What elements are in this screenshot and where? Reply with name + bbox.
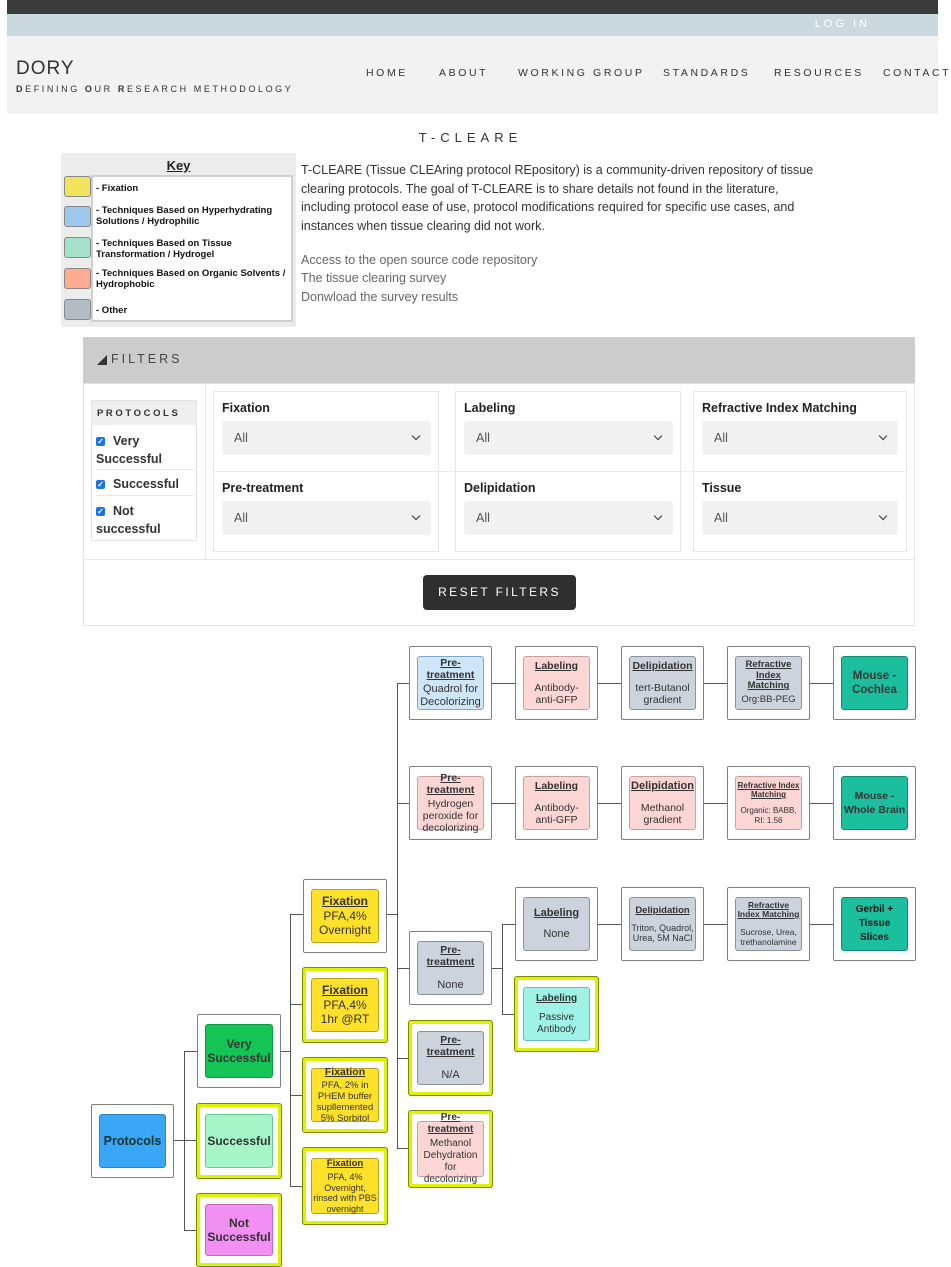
key-swatch-fixation	[64, 176, 91, 197]
rim-filter-label: Refractive Index Matching	[702, 401, 857, 415]
site-header	[7, 36, 951, 114]
labeling-filter-label: Labeling	[464, 401, 516, 415]
tree-node-tissue[interactable]: Mouse - Cochlea	[833, 646, 916, 720]
chevron-down-icon	[879, 512, 887, 520]
triangle-icon	[97, 355, 107, 365]
chevron-down-icon	[412, 432, 420, 440]
tree-node-successful[interactable]: Successful	[197, 1104, 281, 1178]
tree-node-refractive-index[interactable]: Refractive Index Matching Sucrose, Urea, trethanolamine	[727, 887, 810, 961]
divider	[96, 495, 194, 496]
tree-node-tissue[interactable]: Mouse - Whole Brain	[833, 766, 916, 840]
survey-results-link[interactable]: Donwload the survey results	[301, 290, 459, 304]
divider	[205, 384, 206, 559]
nav-contact[interactable]: CONTACT	[883, 67, 951, 79]
key-legend	[91, 175, 293, 322]
repo-link[interactable]: Access to the open source code repository	[301, 253, 538, 267]
checkbox-checked-icon[interactable]: ✓	[97, 480, 104, 489]
nav-home[interactable]: HOME	[366, 67, 408, 79]
key-label: - Techniques Based on Hyperhydrating Solutions / Hydrophilic	[96, 205, 273, 227]
tree-node-pretreatment[interactable]: Pre-treatment None	[409, 931, 492, 1005]
key-swatch-hydrophilic	[64, 206, 91, 227]
tree-node-root[interactable]: Protocols	[91, 1104, 174, 1178]
key-label: - Techniques Based on Tissue Transformation / Hydrogel	[96, 238, 232, 260]
tree-node-pretreatment[interactable]: Pre-treatment Methanol Dehydration for decolorizing	[409, 1111, 492, 1187]
login-bar	[7, 14, 938, 36]
nav-resources[interactable]: RESOURCES	[774, 67, 864, 79]
brand-tagline: DEFINING OUR RESEARCH METHODOLOGY	[16, 84, 294, 94]
tissue-select[interactable]: All	[702, 501, 898, 535]
protocol-option-very-successful[interactable]: ✓ Very Successful	[96, 434, 163, 466]
filters-title: FILTERS	[111, 352, 183, 366]
fixation-filter-label: Fixation	[222, 401, 270, 415]
top-strip	[7, 0, 938, 14]
tree-node-delipidation[interactable]: Delipidation Methanol gradient	[621, 766, 704, 840]
intro-text: T-CLEARE (Tissue CLEAring protocol REpository) is a community-driven repository of tissue clearing protocols. The goal of T-CLEARE is to share details not found in the literature, including protocol ease of use, protocol modifications required for specific use cases, and instances when tissue clearing did not work.	[301, 163, 814, 233]
tree-node-fixation[interactable]: Fixation PFA,4% 1hr @RT	[303, 968, 387, 1042]
tree-node-labeling[interactable]: Labeling Passive Antibody	[515, 977, 598, 1051]
brand-logo[interactable]: DORY	[16, 58, 75, 79]
key-label: - Other	[96, 305, 128, 316]
chevron-down-icon	[654, 432, 662, 440]
tree-node-not-successful[interactable]: Not Successful	[197, 1194, 281, 1266]
tree-node-delipidation[interactable]: Delipidation tert-Butanol gradient	[621, 646, 704, 720]
nav-standards[interactable]: STANDARDS	[663, 67, 751, 79]
tree-node-pretreatment[interactable]: Pre-treatment Quadrol for Decolorizing	[409, 646, 492, 720]
login-link[interactable]: LOG IN	[814, 18, 870, 30]
tree-node-pretreatment[interactable]: Pre-treatment N/A	[409, 1021, 492, 1095]
nav-working-group[interactable]: WORKING GROUP	[518, 67, 645, 79]
protocols-filter	[91, 400, 197, 541]
key-swatch-other	[64, 299, 91, 320]
key-swatch-hydrophobic	[64, 268, 91, 289]
tree-node-labeling[interactable]: Labeling Antibody-anti-GFP	[515, 766, 598, 840]
tree-node-labeling[interactable]: Labeling Antibody-anti-GFP	[515, 646, 598, 720]
fixation-select[interactable]: All	[222, 421, 431, 455]
color-key	[61, 153, 296, 327]
labeling-select[interactable]: All	[464, 421, 673, 455]
page-title: T-CLEARE	[418, 130, 523, 145]
tree-node-fixation[interactable]: Fixation PFA, 2% in PHEM buffer supllemented 5% Sorbitol	[303, 1058, 387, 1132]
rim-select[interactable]: All	[702, 421, 898, 455]
tree-node-labeling[interactable]: Labeling None	[515, 887, 598, 961]
divider	[213, 471, 907, 472]
divider	[96, 469, 194, 470]
protocols-title: PROTOCOLS	[92, 401, 196, 425]
protocol-option-not-successful[interactable]: ✓ Not successful	[96, 504, 161, 536]
tree-node-pretreatment[interactable]: Pre-treatment Hydrogen peroxide for decolorizing	[409, 766, 492, 840]
survey-link[interactable]: The tissue clearing survey	[301, 271, 447, 285]
key-swatch-hydrogel	[64, 237, 91, 258]
protocol-option-successful[interactable]: ✓ Successful	[97, 477, 180, 491]
reset-filters-button[interactable]: RESET FILTERS	[423, 575, 576, 610]
tree-node-refractive-index[interactable]: Refractive Index Matching Organic: BABB, RI: 1.56	[727, 766, 810, 840]
tree-node-fixation[interactable]: Fixation PFA,4% Overnight	[303, 879, 387, 953]
checkbox-checked-icon[interactable]: ✓	[97, 437, 104, 446]
tree-node-delipidation[interactable]: Delipidation Triton, Quadrol, Urea, 5M NaCl	[621, 887, 704, 961]
pretreatment-filter-label: Pre-treatment	[222, 481, 304, 495]
tree-node-tissue[interactable]: Gerbil + Tissue Slices	[833, 887, 916, 961]
tree-node-refractive-index[interactable]: Refractive Index Matching Org:BB-PEG	[727, 646, 810, 720]
key-label: - Fixation	[96, 183, 139, 194]
chevron-down-icon	[654, 512, 662, 520]
pretreatment-select[interactable]: All	[222, 501, 431, 535]
checkbox-checked-icon[interactable]: ✓	[97, 507, 104, 516]
key-label: - Techniques Based on Organic Solvents / Hydrophobic	[96, 268, 286, 290]
chevron-down-icon	[412, 512, 420, 520]
tree-node-very-successful[interactable]: Very Successful	[197, 1014, 281, 1088]
key-title: Key	[166, 158, 191, 173]
delipidation-filter-label: Delipidation	[464, 481, 536, 495]
chevron-down-icon	[879, 432, 887, 440]
delipidation-select[interactable]: All	[464, 501, 673, 535]
filters-toggle[interactable]	[83, 337, 915, 383]
divider	[84, 559, 914, 560]
nav-about[interactable]: ABOUT	[439, 67, 489, 79]
tree-node-fixation[interactable]: Fixation PFA, 4% Overnight, rinsed with PBS overnight	[303, 1148, 387, 1224]
tissue-filter-label: Tissue	[702, 481, 742, 495]
